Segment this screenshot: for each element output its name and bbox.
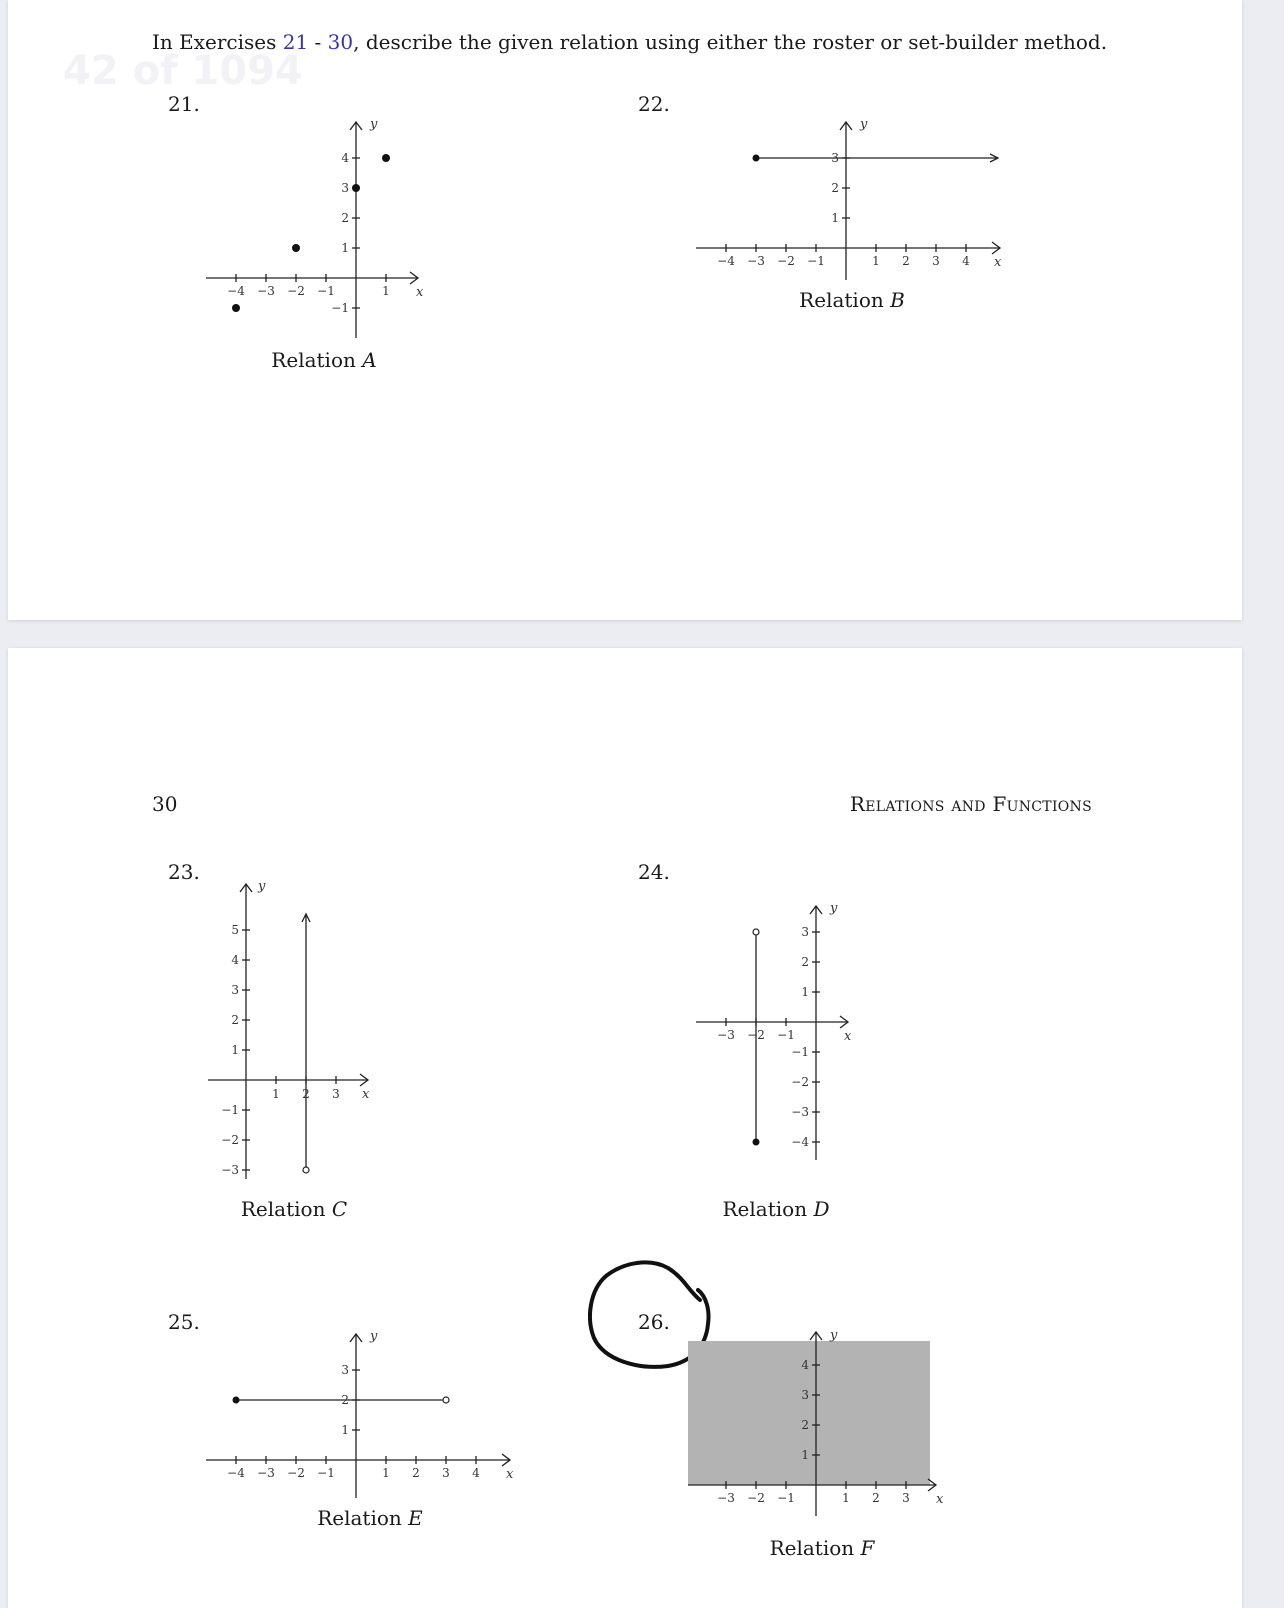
x-tick-label: 4	[472, 1466, 480, 1480]
x-tick-label: −3	[717, 1028, 735, 1042]
exercise-21-graph	[198, 110, 448, 375]
y-tick-label: 2	[231, 1013, 239, 1027]
point-neg4-neg1	[232, 304, 240, 312]
exercise-24-caption	[674, 1196, 874, 1226]
x-axis-label: x	[936, 1492, 944, 1507]
x-tick-label: −3	[717, 1491, 735, 1505]
y-tick-label: −1	[791, 1045, 809, 1059]
figure-caption: Relation C	[240, 1197, 348, 1221]
exercise-instructions	[152, 30, 1107, 54]
x-tick-label: 4	[962, 254, 970, 268]
ray-open-endpoint	[303, 1167, 309, 1173]
document-page-2	[8, 648, 1242, 1608]
x-tick-label: −1	[777, 1028, 795, 1042]
y-tick-label: −1	[331, 301, 349, 315]
x-axis-label: x	[362, 1087, 370, 1102]
y-tick-label: 2	[801, 1418, 809, 1432]
y-tick-label: 1	[801, 985, 809, 999]
instructions-prefix: In Exercises	[152, 30, 283, 54]
y-tick-label: 3	[801, 1388, 809, 1402]
figure-caption: Relation F	[769, 1536, 875, 1560]
running-head: Relations and Functions	[849, 792, 1092, 816]
exercise-23-number: 23.	[168, 860, 200, 884]
instructions-dash: -	[308, 30, 328, 54]
x-tick-label: −4	[227, 1466, 245, 1480]
x-tick-label: −1	[317, 284, 335, 298]
y-tick-label: 4	[801, 1358, 809, 1372]
y-tick-label: 3	[831, 151, 839, 165]
x-tick-label: 1	[382, 1466, 390, 1480]
y-tick-label: 1	[341, 241, 349, 255]
segment-closed-endpoint	[233, 1397, 240, 1404]
y-tick-label: 2	[801, 955, 809, 969]
y-tick-label: 3	[801, 925, 809, 939]
x-axis-label: x	[506, 1467, 514, 1482]
x-tick-label: −3	[747, 254, 765, 268]
y-tick-label: −1	[221, 1103, 239, 1117]
figure-caption: Relation D	[722, 1197, 830, 1221]
exercise-25-number: 25.	[168, 1310, 200, 1334]
y-axis-label: y	[830, 901, 838, 916]
x-tick-label: 2	[872, 1491, 880, 1505]
x-tick-label: −4	[227, 284, 245, 298]
y-tick-label: 2	[831, 181, 839, 195]
ray-closed-endpoint	[753, 155, 760, 162]
figure-caption: Relation A	[271, 348, 377, 372]
x-tick-label: −1	[807, 254, 825, 268]
y-axis-label: y	[860, 117, 868, 132]
x-tick-label: 1	[382, 284, 390, 298]
y-tick-label: 1	[801, 1448, 809, 1462]
x-tick-label: −2	[287, 1466, 305, 1480]
page-number: 30	[152, 792, 178, 816]
segment-closed-endpoint	[753, 1139, 760, 1146]
x-tick-label: −2	[287, 284, 305, 298]
x-tick-label: 3	[932, 254, 940, 268]
y-tick-label: 3	[341, 181, 349, 195]
x-tick-label: 3	[442, 1466, 450, 1480]
y-tick-label: 1	[831, 211, 839, 225]
x-tick-label: 2	[412, 1466, 420, 1480]
document-page-1	[8, 0, 1242, 620]
y-tick-label: 1	[341, 1423, 349, 1437]
x-tick-label: −3	[257, 284, 275, 298]
point-0-3	[352, 184, 360, 192]
y-tick-label: 4	[231, 953, 239, 967]
exercise-22-graph	[688, 110, 1018, 320]
y-axis-label: y	[830, 1328, 838, 1343]
x-tick-label: 2	[302, 1087, 310, 1101]
x-tick-label: −1	[317, 1466, 335, 1480]
y-axis-label: y	[370, 117, 378, 132]
y-tick-label: 3	[231, 983, 239, 997]
exercise-26-number: 26.	[638, 1310, 670, 1334]
x-tick-label: 1	[872, 254, 880, 268]
exercise-24-graph	[688, 898, 868, 1188]
x-tick-label: 3	[332, 1087, 340, 1101]
y-tick-label: 5	[231, 923, 239, 937]
segment-open-endpoint	[443, 1397, 449, 1403]
x-tick-label: 1	[272, 1087, 280, 1101]
page-counter-watermark: 42 of 1094	[63, 48, 303, 94]
y-tick-label: 2	[341, 1393, 349, 1407]
y-tick-label: 4	[341, 151, 349, 165]
x-tick-label: 2	[902, 254, 910, 268]
exercise-23-caption	[198, 1196, 398, 1226]
y-tick-label: −2	[791, 1075, 809, 1089]
x-tick-label: −3	[257, 1466, 275, 1480]
y-tick-label: 2	[341, 211, 349, 225]
x-tick-label: −1	[777, 1491, 795, 1505]
exercise-23-graph	[198, 874, 388, 1194]
figure-caption: Relation E	[317, 1506, 423, 1530]
y-tick-label: −3	[791, 1105, 809, 1119]
x-axis-label: x	[416, 285, 424, 300]
x-tick-label: −2	[747, 1028, 765, 1042]
y-tick-label: −2	[221, 1133, 239, 1147]
exercise-link-start[interactable]: 21	[282, 30, 309, 54]
x-tick-label: −2	[747, 1491, 765, 1505]
x-tick-label: 1	[842, 1491, 850, 1505]
exercise-21-number: 21.	[168, 92, 200, 116]
shaded-region	[688, 1341, 930, 1485]
x-tick-label: 3	[902, 1491, 910, 1505]
exercise-link-end[interactable]: 30	[327, 30, 354, 54]
x-axis-label: x	[844, 1029, 852, 1044]
y-tick-label: 3	[341, 1363, 349, 1377]
exercise-25-graph	[198, 1326, 528, 1546]
segment-open-endpoint	[753, 929, 759, 935]
exercise-24-number: 24.	[638, 860, 670, 884]
exercise-26-graph	[688, 1326, 948, 1566]
y-tick-label: −3	[221, 1163, 239, 1177]
y-tick-label: 1	[231, 1043, 239, 1057]
x-tick-label: −2	[777, 254, 795, 268]
instructions-suffix: , describe the given relation using either the roster or set-builder method.	[353, 30, 1108, 54]
x-axis-label: x	[994, 255, 1002, 270]
exercise-22-number: 22.	[638, 92, 670, 116]
figure-caption: Relation B	[799, 288, 905, 312]
y-axis-label: y	[370, 1329, 378, 1344]
x-tick-label: −4	[717, 254, 735, 268]
y-axis-label: y	[258, 879, 266, 894]
y-tick-label: −4	[791, 1135, 809, 1149]
point-1-4	[382, 154, 390, 162]
point-neg2-1	[292, 244, 300, 252]
